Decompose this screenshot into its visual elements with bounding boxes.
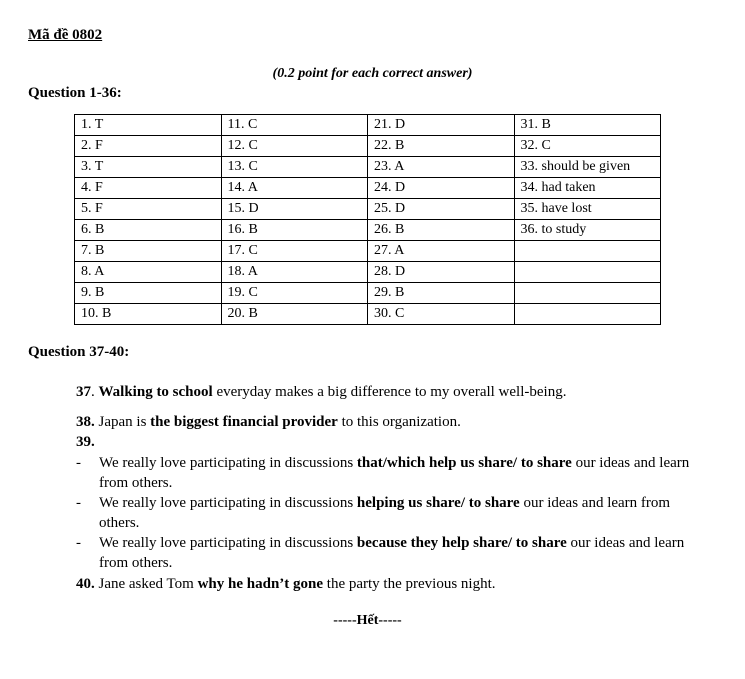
part2-title: Question 37-40: [28,344,130,360]
answer-cell: 29. B [368,283,515,304]
question-39-option-2 [76,493,706,533]
answer-row [75,178,661,199]
answer-row [75,262,661,283]
exam-code: Mã đề 0802 [28,27,103,43]
option-rest: our ideas and learn from others. [99,535,685,571]
answer-cell: 14. A [221,178,368,199]
answer-row [75,115,661,136]
answer-cell: 8. A [75,262,222,283]
answer-cell: 36. to study [514,220,661,241]
answer-cell: 20. B [221,304,368,325]
answer-cell: 18. A [221,262,368,283]
question-37 [76,382,566,402]
point-note: (0.2 point for each correct answer) [272,66,473,81]
answer-cell: 35. have lost [514,199,661,220]
question-38 [76,412,461,432]
bullet-dash: - [76,455,81,471]
answer-cell: 6. B [75,220,222,241]
answer-cell [514,241,661,262]
answer-key-table [74,114,661,325]
answer-cell: 19. C [221,283,368,304]
answer-bold: Walking to school [98,384,213,400]
bullet-dash: - [76,535,81,551]
answer-cell: 3. T [75,157,222,178]
answer-rest: to this organization. [337,414,461,430]
question-39 [76,432,95,452]
option-pre: We really love participating in discussions [99,455,357,471]
answer-cell: 32. C [514,136,661,157]
answer-cell: 24. D [368,178,515,199]
answer-row [75,220,661,241]
answer-cell: 22. B [368,136,515,157]
question-39-option-3 [76,533,706,573]
answer-row [75,157,661,178]
answer-row [75,241,661,262]
option-bold: helping us share/ to share [356,495,520,511]
answer-bold: the biggest financial provider [150,414,338,430]
option-rest: our ideas and learn from others. [99,495,671,531]
answer-cell: 12. C [221,136,368,157]
question-number: 39. [76,434,95,450]
answer-cell: 31. B [514,115,661,136]
answer-cell: 4. F [75,178,222,199]
option-bold: because they help share/ to share [356,535,567,551]
option-rest: our ideas and learn from others. [99,455,690,491]
answer-bold: why he hadn’t gone [197,576,324,592]
answer-cell: 33. should be given [514,157,661,178]
bullet-dash: - [76,495,81,511]
answer-cell: 11. C [221,115,368,136]
answer-row [75,199,661,220]
answer-row [75,304,661,325]
answer-cell: 15. D [221,199,368,220]
answer-cell: 26. B [368,220,515,241]
answer-cell: 1. T [75,115,222,136]
answer-cell: 9. B [75,283,222,304]
answer-cell: 28. D [368,262,515,283]
end-marker: -----Hết----- [333,613,402,628]
answer-cell [514,262,661,283]
answer-rest: everyday makes a big difference to my overall well-being. [212,384,567,400]
question-dot: . [91,384,95,400]
question-40 [76,574,496,594]
answer-row [75,136,661,157]
answer-cell: 27. A [368,241,515,262]
answer-cell: 23. A [368,157,515,178]
answer-cell: 34. had taken [514,178,661,199]
answer-row [75,283,661,304]
answer-pre: Jane asked Tom [94,576,198,592]
answer-rest: the party the previous night. [323,576,496,592]
answer-cell: 21. D [368,115,515,136]
question-number: 40. [76,576,95,592]
answer-pre: Japan is [94,414,151,430]
answer-cell: 5. F [75,199,222,220]
answer-cell: 10. B [75,304,222,325]
answer-cell: 13. C [221,157,368,178]
part1-title: Question 1-36: [28,85,122,101]
answer-cell: 17. C [221,241,368,262]
answer-cell: 16. B [221,220,368,241]
answer-cell: 2. F [75,136,222,157]
option-pre: We really love participating in discussions [99,535,357,551]
option-pre: We really love participating in discussions [99,495,357,511]
question-number: 38. [76,414,95,430]
option-bold: that/which help us share/ to share [356,455,572,471]
answer-cell: 25. D [368,199,515,220]
answer-cell: 30. C [368,304,515,325]
question-39-option-1 [76,453,706,493]
answer-cell [514,304,661,325]
question-number: 37 [76,384,91,400]
answer-cell: 7. B [75,241,222,262]
answer-cell [514,283,661,304]
